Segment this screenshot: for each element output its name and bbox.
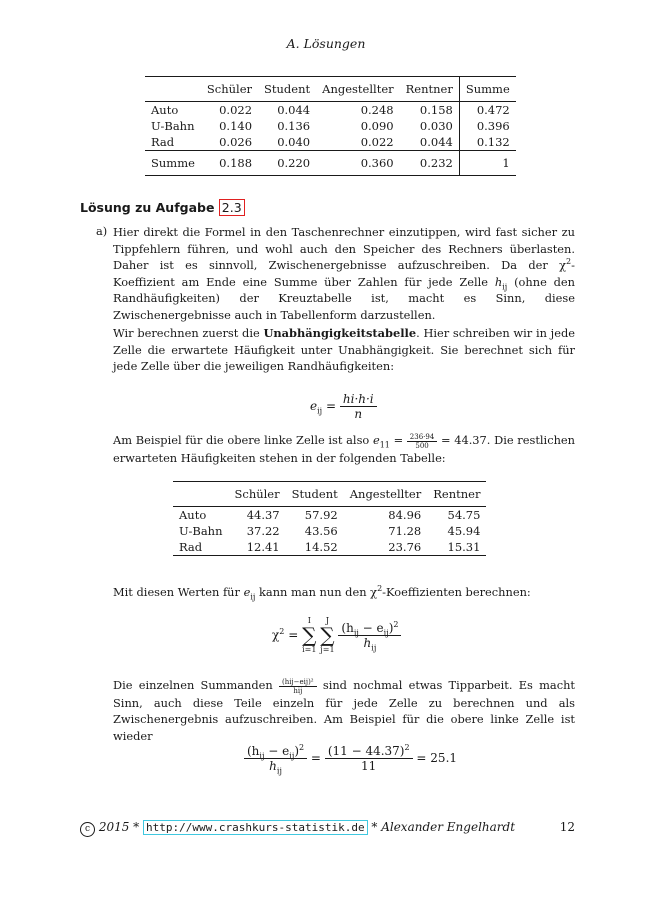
formula-example-cell: $\frac{(h_{ij} - e_{ij})^2}{h_{ij}}$ = $\frac{(11 - 44.37)^2}{11}$ = 25.1: [244, 744, 457, 773]
website-link[interactable]: http://www.crashkurs-statistik.de: [143, 820, 368, 835]
table-cell: 0.044: [277, 103, 311, 117]
table-cell: 0.140: [219, 119, 253, 133]
table-cell: 23.76: [344, 539, 428, 556]
column-header: Rentner: [400, 77, 460, 102]
item-label: a): [96, 224, 108, 238]
table-cell: 71.28: [388, 524, 422, 538]
table-cell: 0.090: [360, 119, 394, 133]
table-cell: 0.026: [219, 135, 253, 149]
row-label: Rad: [173, 539, 229, 556]
table-row: [145, 134, 516, 151]
probability-table: [145, 76, 516, 176]
table-cell: 15.31: [427, 539, 486, 556]
table-cell: 0.232: [400, 151, 460, 176]
sum-row: [145, 151, 516, 176]
paragraph-5: Die einzelnen Summanden $\frac{\text{(hij−eij)²}}{\text{hij}}$ sind nochmal etwas Tipparbeit. Es macht Sinn, auch diese Teile einzeln für jede Zelle zu berechnen und als Zwischenergebnis aufzuschreiben. Am Beispiel für die obere linke Zelle ist wieder: [113, 677, 575, 743]
paragraph-2: Wir berechnen zuerst die Unabhängigkeitstabelle. Hier schreiben wir in jede Zelle die erwartete Häufigkeit unter Unabhängigkeit. Sie berechnet sich für jede Zelle über die jeweiligen Randhäufigkeiten:: [113, 326, 575, 374]
section-title-text: Lösung zu Aufgabe: [80, 200, 215, 215]
exercise-reference-link[interactable]: 2.3: [219, 199, 245, 216]
table-header-row: [173, 482, 486, 507]
paragraph-4: Mit diesen Werten für $e_{ij}$ kann man nun den $\chi^2$-Koeffizienten berechnen:: [113, 584, 531, 602]
table-cell: 0.132: [476, 135, 510, 149]
column-header: Summe: [459, 77, 515, 102]
table-cell: 57.92: [304, 508, 338, 522]
copyright-icon: c: [80, 822, 95, 837]
formula-chi-square: $\chi^2$ = I ∑ i=1 J ∑ j=1 $\frac{(h_{ij} - e_{ij})^2}{h_{ij}}$: [272, 616, 401, 654]
table-cell: 12.41: [229, 539, 286, 556]
formula-expected-frequency: $e_{ij}$ = $\frac{hi\cdot h\cdot i}{n}$: [310, 392, 377, 421]
column-header: [173, 482, 229, 507]
page-footer: c 2015 * http://www.crashkurs-statistik.de * Alexander Engelhardt 12: [80, 820, 575, 837]
row-label: U-Bahn: [151, 119, 195, 133]
expected-frequency-table: [173, 481, 486, 556]
table-cell: 84.96: [388, 508, 422, 522]
paragraph-3: Am Beispiel für die obere linke Zelle ist also $e_{11}$ = $\frac{236\cdot 94}{500}$ = 44.37. Die restlichen erwarteten Häufigkeiten stehen in der folgenden Tabelle:: [113, 432, 575, 465]
row-label: Summe: [145, 151, 201, 176]
table-cell: 0.396: [476, 119, 510, 133]
paragraph-1: Hier direkt die Formel in den Taschenrechner einzutippen, wird fast sicher zu Tippfehlern führen, und wohl auch den Speicher des Rechners überlasten. Daher ist es sinnvoll, Zwischenergebnisse aufzuschreiben. Da der $\chi^2$-Koeffizient am Ende eine Summe über Zahlen für jede Zelle $h_{ij}$ (ohne den Randhäufigkeiten) der Kreuztabelle ist, macht es Sinn, diese Zwischenergebnisse auch in Tabellenform darzustellen.: [113, 225, 575, 322]
running-head: A. Lösungen: [286, 36, 366, 51]
section-title: [80, 200, 245, 215]
page-number: 12: [559, 820, 575, 834]
row-label: U-Bahn: [179, 524, 223, 538]
row-label: Rad: [151, 135, 175, 149]
table-row: [173, 523, 486, 539]
table-cell: 37.22: [246, 524, 280, 538]
column-header: Angestellter: [316, 77, 400, 102]
table-cell: 0.360: [316, 151, 400, 176]
table-cell: 0.022: [360, 135, 394, 149]
table-cell: 0.220: [258, 151, 316, 176]
column-header: Schüler: [229, 482, 286, 507]
table-header-row: [145, 77, 516, 102]
table-cell: 0.040: [277, 135, 311, 149]
table-row: [145, 102, 516, 119]
table-cell: 45.94: [447, 524, 481, 538]
row-label: Auto: [151, 103, 179, 117]
term-unabhaengigkeitstabelle: Unabhängigkeitstabelle: [263, 326, 417, 340]
table-cell: 0.158: [400, 102, 460, 119]
column-header: [145, 77, 201, 102]
table-cell: 43.56: [304, 524, 338, 538]
table-row: [173, 507, 486, 524]
table-cell: 0.248: [360, 103, 394, 117]
table-cell: 0.022: [219, 103, 253, 117]
table-cell: 1: [459, 151, 515, 176]
table-cell: 0.472: [476, 103, 510, 117]
table-cell: 54.75: [447, 508, 481, 522]
table-row: [173, 539, 486, 556]
table-cell: 0.136: [277, 119, 311, 133]
column-header: Student: [258, 77, 316, 102]
table-cell: 14.52: [286, 539, 344, 556]
table-cell: 0.044: [400, 134, 460, 151]
column-header: Rentner: [427, 482, 486, 507]
row-label: Auto: [179, 508, 207, 522]
table-cell: 44.37: [246, 508, 280, 522]
column-header: Student: [286, 482, 344, 507]
table-cell: 0.188: [201, 151, 258, 176]
table-row: [145, 118, 516, 134]
column-header: Schüler: [201, 77, 258, 102]
table-cell: 0.030: [400, 118, 460, 134]
column-header: Angestellter: [344, 482, 428, 507]
